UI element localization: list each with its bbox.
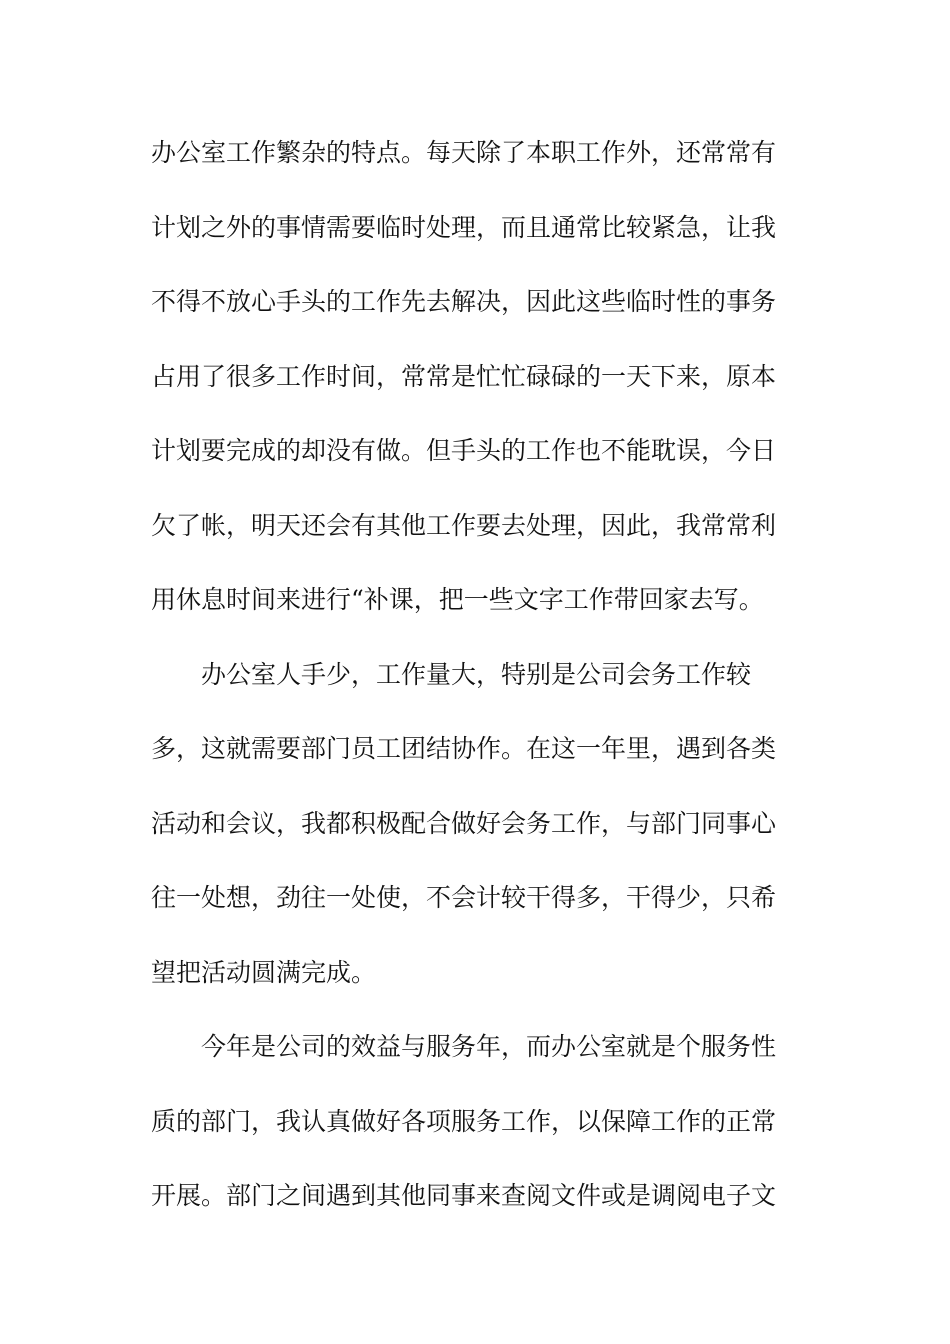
text-line: 用休息时间来进行“补课，把一些文字工作带回家去写。 [151,585,764,614]
text-line: 质的部门，我认真做好各项服务工作，以保障工作的正常 [151,1106,777,1136]
text-line: 占用了很多工作时间，常常是忙忙碌碌的一天下来，原本 [151,361,777,391]
text-line: 不得不放心手头的工作先去解决，因此这些临时性的事务 [151,287,777,316]
text-line: 多，这就需要部门员工团结协作。在这一年里，遇到各类 [151,734,777,763]
text-line: 欠了帐，明天还会有其他工作要去处理，因此，我常常利 [151,510,777,540]
text-line: 活动和会议，我都积极配合做好会务工作，与部门同事心 [151,808,777,838]
paragraph-first-line: 办公室人手少，工作量大，特别是公司会务工作较 [201,659,752,689]
text-line: 计划要完成的却没有做。但手头的工作也不能耽误，今日 [151,436,777,465]
text-line: 办公室工作繁杂的特点。每天除了本职工作外，还常常有 [151,138,777,167]
text-line: 往一处想，劲往一处使，不会计较干得多，干得少，只希 [151,883,777,912]
document-body [151,128,801,1246]
text-line: 开展。部门之间遇到其他同事来查阅文件或是调阅电子文 [151,1181,777,1210]
text-line: 望把活动圆满完成。 [151,957,377,987]
paragraph-first-line: 今年是公司的效益与服务年，而办公室就是个服务性 [201,1032,777,1061]
text-line: 计划之外的事情需要临时处理，而且通常比较紧急，让我 [151,212,777,242]
